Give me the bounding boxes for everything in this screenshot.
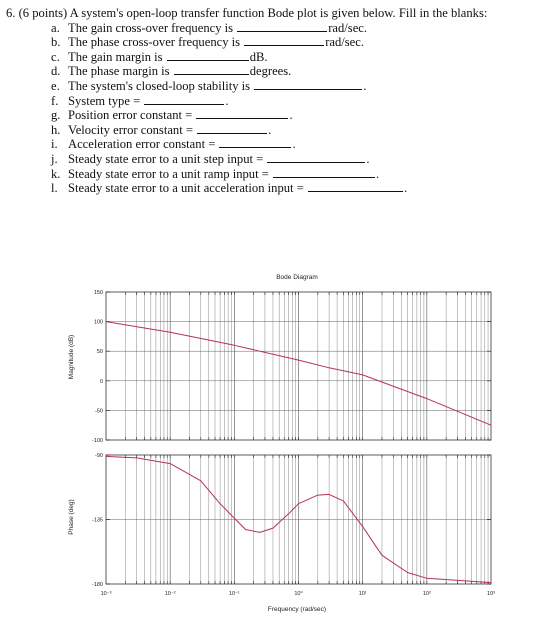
item-suffix: . [225, 93, 229, 108]
item-suffix: . [289, 108, 293, 123]
item-suffix: . [363, 78, 367, 93]
phase-axis-label: Phase (deg) [68, 499, 75, 535]
item-text: The gain cross-over frequency is [68, 20, 234, 35]
magnitude-ytick-label: 100 [93, 319, 103, 326]
answer-blank[interactable] [273, 167, 375, 178]
question-header: 6. (6 points) A system's open-loop transfer function Bode plot is given below. Fill in the blanks: [6, 6, 488, 20]
magnitude-ytick-label: 50 [96, 349, 103, 356]
question-item [6, 152, 554, 167]
item-text: Acceleration error constant = [68, 137, 216, 152]
question-block [6, 6, 554, 196]
answer-blank[interactable] [167, 50, 249, 61]
question-item [6, 64, 554, 79]
answer-blank[interactable] [197, 123, 267, 134]
x-tick-label: 10² [422, 591, 431, 597]
question-item [6, 167, 554, 182]
question-item [6, 35, 554, 50]
answer-blank[interactable] [254, 79, 362, 90]
answer-blank[interactable] [174, 64, 249, 75]
item-text: Velocity error constant = [68, 122, 193, 137]
item-suffix: dB. [249, 49, 268, 64]
question-item [6, 50, 554, 65]
item-letter: k. [51, 166, 61, 181]
item-text: System type = [68, 93, 141, 108]
item-suffix: . [403, 181, 408, 196]
plot-layer [92, 290, 495, 597]
item-letter: b. [51, 35, 61, 50]
bode-plot-svg [0, 262, 558, 617]
item-letter: h. [51, 122, 61, 137]
item-suffix: . [376, 166, 380, 181]
answer-blank[interactable] [144, 94, 224, 105]
item-text: The phase cross-over frequency is [68, 35, 241, 50]
item-letter: c. [51, 49, 60, 64]
item-letter: f. [51, 93, 59, 108]
answer-blank[interactable] [244, 35, 324, 46]
question-item [6, 94, 554, 109]
magnitude-ytick-label: -100 [91, 438, 103, 444]
item-text: The system's closed-loop stability is [68, 78, 251, 93]
item-letter: l. [51, 181, 58, 196]
phase-ytick-label: -180 [91, 582, 103, 588]
question-item [6, 181, 554, 196]
item-letter: a. [51, 20, 60, 35]
answer-blank[interactable] [308, 181, 403, 192]
answer-blank[interactable] [219, 137, 291, 148]
question-item [6, 21, 554, 36]
x-tick-label: 10⁻² [164, 591, 176, 597]
item-letter: g. [51, 108, 61, 123]
answer-blank[interactable] [196, 108, 288, 119]
x-tick-label: 10⁻¹ [228, 591, 240, 597]
magnitude-axis-label: Magnitude (dB) [68, 334, 75, 380]
item-text: Position error constant = [68, 108, 193, 123]
item-suffix: rad/sec. [325, 35, 365, 50]
item-letter: e. [51, 78, 60, 93]
answer-blank[interactable] [237, 21, 327, 32]
item-letter: j. [51, 151, 58, 166]
item-suffix: . [366, 151, 370, 166]
phase-ytick-label: -135 [91, 517, 103, 524]
item-suffix: rad/sec. [328, 20, 368, 35]
item-text: Steady state error to a unit acceleration input = [68, 181, 304, 196]
x-tick-label: 10³ [487, 591, 495, 597]
x-tick-label: 10⁰ [294, 591, 303, 597]
x-tick-label: 10¹ [358, 591, 367, 597]
bode-figure [0, 262, 558, 617]
item-text: Steady state error to a unit step input = [68, 151, 264, 166]
question-items [6, 21, 554, 196]
magnitude-ytick-label: -50 [95, 408, 103, 415]
item-text: The gain margin is [68, 49, 163, 64]
question-item [6, 123, 554, 138]
frequency-axis-label: Frequency (rad/sec) [267, 606, 327, 613]
item-text: The phase margin is [68, 64, 170, 79]
question-item [6, 79, 554, 94]
chart-title: Bode Diagram [276, 274, 318, 281]
x-tick-label: 10⁻³ [100, 591, 112, 597]
item-suffix: . [292, 137, 296, 152]
item-letter: i. [51, 137, 58, 152]
item-text: Steady state error to a unit ramp input = [68, 166, 269, 181]
magnitude-ytick-label: 0 [99, 378, 103, 385]
item-suffix: degrees. [249, 64, 292, 79]
magnitude-ytick-label: 150 [93, 290, 103, 296]
item-letter: d. [51, 64, 61, 79]
item-suffix: . [268, 122, 272, 137]
answer-blank[interactable] [267, 152, 365, 163]
question-item [6, 137, 554, 152]
phase-ytick-label: -90 [95, 453, 103, 459]
question-item [6, 108, 554, 123]
